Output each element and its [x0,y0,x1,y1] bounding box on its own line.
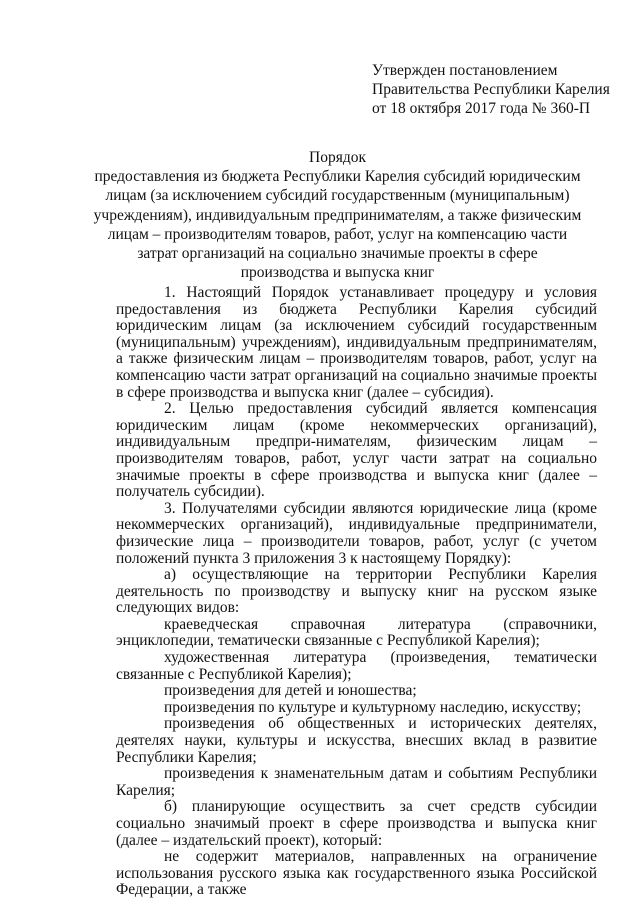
title-line: производства и выпуска книг [240,264,435,282]
paragraph-3b: б) планирующие осуществить за счет средств субсидии социально значимый проект в сфере производства и выпуска книг (далее – издательский проект), который: [116,798,597,849]
list-item-fiction: художественная литература (произведения, тематически связанные с Республикой Карелия); [116,649,597,683]
list-item-culture: произведения по культуре и культурному наследию, искусству; [164,698,582,716]
paragraph-2: 2. Целью предоставления субсидий является компенсация юридическим лицам (кроме некоммерческих организаций), индивидуальным предпри-нимателям, физическим лицам – производителям товаров, работ, услуг части затрат на социально значимые проекты в сфере производства и выпуска книг (далее – получатель субсидии). [116,400,597,501]
title-line: учреждениям), индивидуальным предпринимателям, а также физическим [93,206,582,224]
title-line: предоставления из бюджета Республики Карелия субсидий юридическим [94,168,581,186]
list-item-children: произведения для детей и юношества; [164,682,417,700]
paragraph-condition: не содержит материалов, направленных на ограничение использования русского языка как государственного языка Российской Федерации, а также [116,848,597,899]
approval-line-1: Утвержден постановлением [372,62,558,79]
paragraph-3: 3. Получателями субсидии являются юридические лица (кроме некоммерческих организаций), индивидуальные предприниматели, физические лица – производители товаров, работ, услуг (с учетом положений пункта 3 приложения 3 к настоящему Порядку): [116,499,597,567]
document-body [116,285,597,899]
approval-line-3: от 18 октября 2017 года № 360-П [372,100,591,117]
title-heading: Порядок [309,149,366,166]
list-item-figures: произведения об общественных и исторических деятелях, деятелях науки, культуры и искусства, внесших вклад в развитие Республики Карелия; [116,715,597,766]
document-title [60,148,615,282]
approval-stamp [372,61,622,118]
title-line: затрат организаций на социально значимые проекты в сфере [137,245,538,263]
title-line: лицам – производителям товаров, работ, услуг на компенсацию части [107,225,568,243]
approval-line-2: Правительства Республики Карелия [372,81,610,98]
list-item-dates: произведения к знаменательным датам и событиям Республики Карелия; [116,765,597,799]
paragraph-1: 1. Настоящий Порядок устанавливает процедуру и условия предоставления из бюджета Республики Карелия субсидий юридическим лицам (за исключением субсидий государственным (муниципальным) учреждениям), индивидуальным предпринимателям, а также физическим лицам – производителям товаров, работ, услуг на компенсацию части затрат организаций на социально значимые проекты в сфере производства и выпуска книг (далее – субсидия). [116,284,597,401]
paragraph-3a: а) осуществляющие на территории Республики Карелия деятельность по производству и выпуску книг на русском языке следующих видов: [116,566,597,617]
title-line: лицам (за исключением субсидий государственным (муниципальным) [105,187,570,205]
list-item-reference: краеведческая справочная литература (справочники, энциклопедии, тематически связанные с Республикой Карелия); [116,615,597,650]
